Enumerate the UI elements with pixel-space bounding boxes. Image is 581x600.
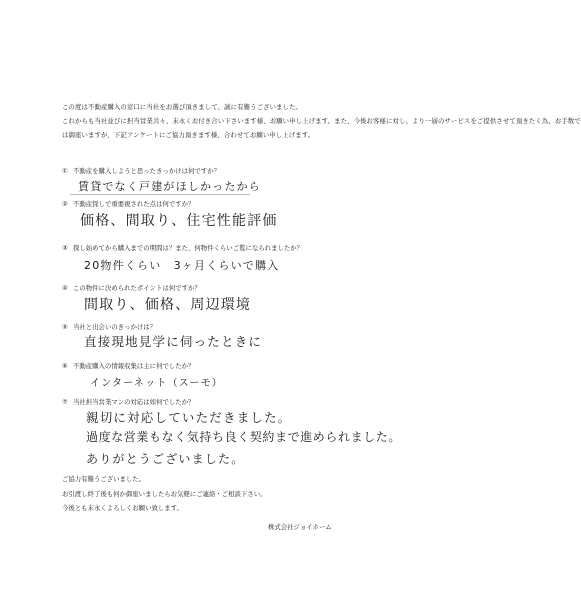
question-text: 当社担当営業マンの対応は如何でしたか？: [73, 398, 195, 406]
answer-2: 価格、間取り、住宅性能評価: [80, 213, 278, 229]
intro-line-3: は御座いますが、下記アンケートにご協力頂きます様、合わせてお願い申し上げます。: [62, 131, 315, 139]
question-number: ⑥: [62, 362, 68, 370]
intro-line-1: この度は不動産購入の窓口に当社をお選び頂きまして、誠に有難うございました。: [62, 103, 303, 111]
question-7: [62, 397, 194, 406]
answer-4: 間取り、価格、周辺環境: [84, 297, 252, 313]
answer-7-line-2: 過度な営業もなく気持ち良く契約まで進められました。: [86, 430, 402, 444]
closing-text: [62, 472, 267, 516]
intro-text: [62, 100, 581, 142]
answer-5: 直接現地見学に伺ったときに: [84, 334, 263, 349]
question-number: ①: [62, 167, 68, 175]
question-text: 不動産を購入しようと思ったきっかけは何ですか？: [73, 167, 220, 175]
question-text: この物件に決められたポイントは何ですか？: [73, 284, 201, 292]
question-number: ⑦: [62, 398, 68, 406]
question-4: [62, 283, 201, 292]
answer-underline: [70, 194, 250, 195]
answer-7-line-3: ありがとうございました。: [86, 452, 245, 466]
question-number: ④: [62, 284, 68, 292]
question-6: [62, 361, 194, 370]
question-1: [62, 166, 220, 175]
company-name: 株式会社ジョイホーム: [268, 523, 332, 531]
question-text: 当社と出会いのきっかけは？: [73, 323, 157, 331]
question-5: [62, 322, 156, 331]
question-number: ⑤: [62, 323, 68, 331]
question-text: 不動産購入の情報収集は主に何でしたか？: [73, 362, 195, 370]
question-text: 探し始めてから購入までの期間は？また、何物件くらいご覧になられましたか？: [73, 244, 304, 252]
closing-line-2: お引渡し終了後も何か御座いましたらお気軽にご連絡・ご相談下さい。: [62, 489, 267, 498]
question-text: 不動産探しで重要視された点は何ですか？: [73, 200, 195, 208]
closing-line-1: ご協力有難うございました。: [62, 475, 146, 483]
answer-1: 賃貸でなく戸建がほしかったから: [78, 180, 261, 193]
question-2: [62, 199, 194, 208]
intro-line-2: これからも当社並びに担当営業共々、末永くお付き合い下さいます様、お願い申し上げます。また、今後お客様に対し、より一層のサービスをご提供させて頂きたく為、お手数で: [62, 117, 581, 125]
question-3: [62, 243, 303, 252]
answer-6: インターネット（スーモ）: [90, 378, 223, 389]
question-number: ②: [62, 200, 68, 208]
answer-3: 20物件くらい 3ヶ月くらいで購入: [84, 259, 280, 272]
question-number: ③: [62, 244, 68, 252]
answer-7-line-1: 親切に対応していただきました。: [86, 410, 292, 425]
closing-line-3: 今後とも末永くよろしくお願い致します。: [62, 504, 183, 512]
